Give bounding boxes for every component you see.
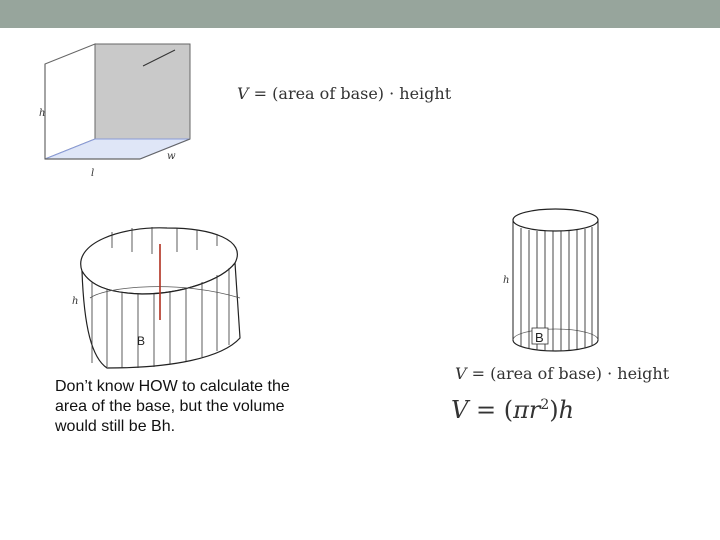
open-paren: ( (503, 396, 514, 424)
cylinder-height-label: h (503, 275, 510, 286)
formula-text: (area of base) · height (490, 364, 670, 383)
formula-text: (area of base) · height (272, 84, 452, 103)
rectangular-prism-figure (35, 38, 195, 183)
equals-sign: = (253, 84, 268, 103)
pi-symbol: π (513, 396, 529, 424)
equals-sign: = (471, 364, 486, 383)
cylinder-volume-formula (451, 396, 574, 424)
radius-variable: r (528, 396, 541, 424)
volume-variable: V (455, 364, 467, 383)
height-variable: h (558, 396, 575, 424)
cylinder-general-formula (455, 364, 669, 383)
prism-height-label: h (39, 108, 46, 119)
oval-prism-figure (62, 218, 247, 370)
close-paren: ) (549, 396, 559, 424)
oval-prism-height-label: h (72, 296, 79, 307)
exponent: 2 (540, 397, 550, 413)
equals-sign: = (475, 396, 497, 424)
volume-variable: V (451, 396, 469, 424)
prism-width-label: w (167, 151, 176, 162)
oval-prism-base-label: B (137, 334, 146, 348)
cylinder-base-label: B (535, 330, 544, 345)
explanation-note: Don’t know HOW to calculate the area of the base, but the volume would still be Bh. (55, 378, 290, 435)
prism-length-label: l (91, 168, 95, 179)
slide-header-bar (0, 0, 720, 28)
prism-volume-formula (237, 84, 451, 103)
cylinder-figure (498, 200, 608, 355)
volume-variable: V (237, 84, 249, 103)
